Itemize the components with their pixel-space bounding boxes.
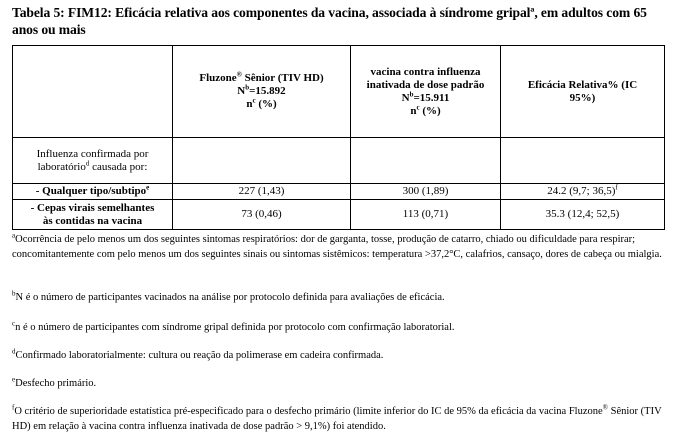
header-efficacy-line1: Eficácia Relativa% (IC <box>527 78 638 91</box>
row-label-line2: às contidas na vacina <box>42 214 143 227</box>
row-standard-value: 113 (0,71) <box>351 200 501 230</box>
header-standard-line2: inativada de dose padrão <box>366 78 485 91</box>
table-title: Tabela 5: FIM12: Eficácia relativa aos componentes da vacina, associada à síndrome gripalª, em adultos com 65 anos ou mais <box>12 5 647 37</box>
row-fluzone-value: 73 (0,46) <box>173 200 351 230</box>
footnote-text: N é o número de participantes vacinados na análise por protocolo definida para avaliações de eficácia. <box>15 292 445 303</box>
footnote-mark-d: d <box>85 158 90 167</box>
footnote-mark-b: b <box>409 89 414 98</box>
footnote-text-rest: Sênior (TIV HD) em relação à vacina contra influenza inativada de dose padrão > 9,1%) foi atendido. <box>12 406 662 432</box>
header-fluzone-n-small: n <box>246 98 253 110</box>
footnote-mark-e: e <box>146 183 150 192</box>
header-fluzone-n-value: =15.892 <box>249 85 286 97</box>
empty-cell <box>501 138 665 184</box>
header-standard-vaccine <box>351 46 501 138</box>
footnote-text: n é o número de participantes com síndrome gripal definida por protocolo com confirmação laboratorial. <box>15 322 455 333</box>
header-standard-n: N <box>401 91 410 104</box>
header-standard-n-small: n <box>410 104 417 117</box>
header-fluzone-n: N <box>237 85 246 97</box>
header-standard-n-value: =15.911 <box>413 91 450 104</box>
row-efficacy-value <box>501 184 665 200</box>
footnote-a <box>12 232 672 262</box>
footnote-mark-b: b <box>245 83 250 92</box>
header-standard-line1: vacina contra influenza <box>370 65 481 78</box>
footnote-text: Confirmado laboratorialmente: cultura ou reação da polimerase em cadeira confirmada. <box>15 350 384 361</box>
row-efficacy-value: 35.3 (12,4; 52,5) <box>501 200 665 230</box>
footnote-mark-c: c <box>252 96 256 105</box>
table-row <box>13 184 665 200</box>
footnote-b <box>12 290 672 305</box>
footnote-c <box>12 320 672 335</box>
header-fluzone <box>173 46 351 138</box>
row-efficacy-text: 24.2 (9,7; 36,5) <box>547 185 616 197</box>
footnote-mark-c: c <box>416 102 420 111</box>
footnote-mark: e <box>12 375 16 384</box>
empty-cell <box>173 138 351 184</box>
label-line2-rest: causada por: <box>89 160 148 173</box>
footnote-mark: d <box>12 347 16 356</box>
efficacy-table <box>12 45 665 230</box>
header-empty-cell <box>13 46 173 138</box>
row-fluzone-value: 227 (1,43) <box>173 184 351 200</box>
table-header-row <box>13 46 665 138</box>
header-fluzone-pct: (%) <box>255 98 277 110</box>
table-row <box>13 200 665 230</box>
empty-cell <box>351 138 501 184</box>
header-relative-efficacy <box>501 46 665 138</box>
header-efficacy-line2: 95%) <box>569 91 596 104</box>
row-label-text: - Qualquer tipo/subtipo <box>35 185 147 197</box>
footnote-e <box>12 376 672 391</box>
table-label-row <box>13 138 665 184</box>
label-line2: laboratório <box>37 160 86 173</box>
label-cell <box>13 138 173 184</box>
header-standard-pct: (%) <box>419 104 441 117</box>
header-fluzone-name: Fluzone <box>199 72 237 84</box>
registered-mark: ® <box>236 70 242 79</box>
footnote-mark: a <box>12 231 16 240</box>
footnote-f <box>12 404 672 434</box>
footnote-text: Ocorrência de pelo menos um dos seguintes sintomas respiratórios: dor de garganta, tosse, produção de catarro, chiado ou dificuldade para respirar; concomitantemente com pelo menos um dos seguintes sinais ou sintomas sistêmicos: temperatura >37,2°C, calafrios, cansaço, dores de cabeça ou mialgia. <box>12 234 662 260</box>
row-label <box>13 200 173 230</box>
registered-mark: ® <box>602 403 608 412</box>
row-label <box>13 184 173 200</box>
footnote-mark: c <box>12 319 16 328</box>
row-label-line1: - Cepas virais semelhantes <box>30 201 155 214</box>
footnote-mark: b <box>12 289 16 298</box>
footnote-mark: f <box>12 403 15 412</box>
header-fluzone-rest: Sênior (TIV HD) <box>241 72 324 84</box>
row-standard-value: 300 (1,89) <box>351 184 501 200</box>
footnote-text: Desfecho primário. <box>15 378 97 389</box>
footnote-text: O critério de superioridade estatística pré-especificado para o desfecho primário (limite inferior do IC de 95% da eficácia da vacina Fluzone <box>14 406 603 417</box>
label-line1: Influenza confirmada por <box>36 147 149 160</box>
footnote-d <box>12 348 672 363</box>
footnote-mark-f: f <box>615 183 618 192</box>
